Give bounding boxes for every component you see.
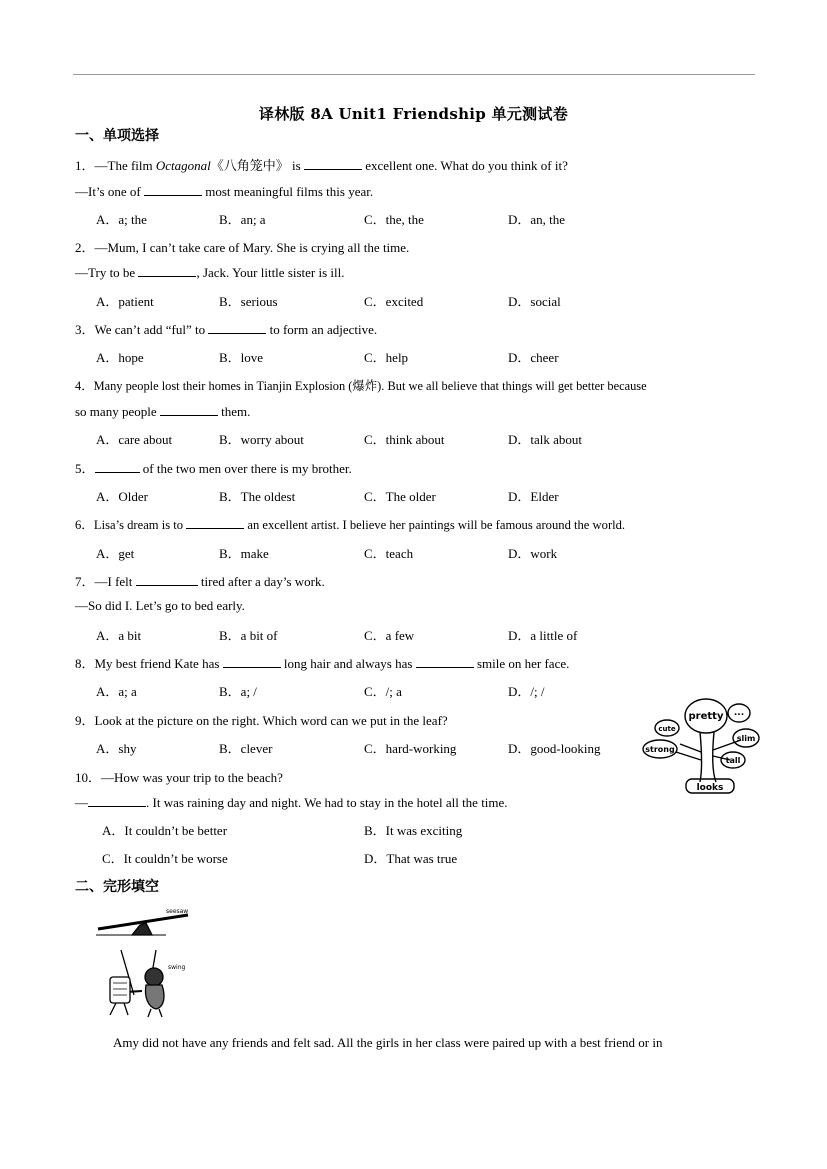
option-c[interactable]: C．think about: [364, 432, 445, 447]
illustration-label-seesaw: seesaw: [166, 908, 189, 915]
option-b[interactable]: B．It was exciting: [364, 823, 463, 838]
tree-word-ellipsis: ...: [733, 708, 745, 718]
option-d[interactable]: D．a little of: [508, 628, 578, 643]
option-a[interactable]: A．It couldn’t be better: [102, 823, 228, 838]
tree-word-cute: cute: [658, 725, 676, 733]
playground-illustration: [96, 905, 196, 1020]
option-a[interactable]: A．Older: [96, 489, 148, 504]
answer-blank[interactable]: [138, 264, 196, 277]
cloze-passage: Amy did not have any friends and felt sad. All the girls in her class were paired up with a best friend or in: [113, 1035, 663, 1050]
answer-blank[interactable]: [144, 183, 202, 196]
question-3-line-1: 3．We can’t add “ful” to to form an adjective.: [75, 322, 378, 337]
answer-blank[interactable]: [160, 403, 218, 416]
page-title: 译林版 8A Unit1 Friendship 单元测试卷: [258, 105, 569, 123]
option-d[interactable]: D．That was true: [364, 851, 458, 866]
option-a[interactable]: A．a; the: [96, 212, 147, 227]
question-5-line-1: 5． of the two men over there is my brother.: [75, 461, 352, 476]
illustration-label-swing: swing: [168, 964, 186, 971]
option-d[interactable]: D．social: [508, 294, 561, 309]
option-c[interactable]: C．the, the: [364, 212, 424, 227]
option-a[interactable]: A．a; a: [96, 684, 137, 699]
option-a[interactable]: A．care about: [96, 432, 173, 447]
answer-blank[interactable]: [95, 460, 140, 473]
option-b[interactable]: B．worry about: [219, 432, 304, 447]
option-d[interactable]: D．good-looking: [508, 741, 601, 756]
tree-word-slim: slim: [736, 734, 756, 743]
question-7-line-2: —So did I. Let’s go to bed early.: [75, 598, 245, 613]
question-2-line-1: 2．—Mum, I can’t take care of Mary. She is crying all the time.: [75, 240, 410, 255]
option-d[interactable]: D．work: [508, 546, 558, 561]
question-4-line-1: 4．Many people lost their homes in Tianjin Explosion (爆炸). But we all believe that things will get better because: [75, 379, 647, 393]
option-c[interactable]: C．a few: [364, 628, 415, 643]
option-d[interactable]: D．talk about: [508, 432, 583, 447]
option-c[interactable]: C．help: [364, 350, 409, 365]
option-d[interactable]: D．an, the: [508, 212, 566, 227]
option-c[interactable]: C．It couldn’t be worse: [102, 851, 228, 866]
option-a[interactable]: A．hope: [96, 350, 144, 365]
section-heading-cloze: 二、完形填空: [75, 879, 159, 895]
tree-word-tall: tall: [725, 756, 741, 765]
option-b[interactable]: B．serious: [219, 294, 278, 309]
option-a[interactable]: A．shy: [96, 741, 137, 756]
option-d[interactable]: D．cheer: [508, 350, 559, 365]
option-c[interactable]: C．The older: [364, 489, 436, 504]
question-4-line-2: so many people them.: [75, 404, 251, 419]
answer-blank[interactable]: [416, 655, 474, 668]
option-c[interactable]: C．excited: [364, 294, 424, 309]
tree-word-pretty: pretty: [688, 711, 724, 722]
word-tree-picture: [638, 694, 764, 796]
question-1-line-2: —It’s one of most meaningful films this year.: [75, 184, 374, 199]
question-1-line-1: 1．—The film Octagonal《八角笼中》 is excellent one. What do you think of it?: [75, 158, 568, 173]
question-6-line-1: 6．Lisa’s dream is to an excellent artist. I believe her paintings will be famous around the world.: [75, 518, 626, 532]
answer-blank[interactable]: [304, 157, 362, 170]
answer-blank[interactable]: [136, 573, 198, 586]
option-d[interactable]: D．Elder: [508, 489, 559, 504]
answer-blank[interactable]: [223, 655, 281, 668]
option-c[interactable]: C．/; a: [364, 684, 402, 699]
question-7-line-1: 7．—I felt tired after a day’s work.: [75, 574, 325, 589]
option-c[interactable]: C．hard-working: [364, 741, 457, 756]
answer-blank[interactable]: [88, 794, 146, 807]
option-b[interactable]: B．a bit of: [219, 628, 278, 643]
question-10-line-2: — . It was raining day and night. We had to stay in the hotel all the time.: [75, 795, 508, 810]
question-9-line-1: 9．Look at the picture on the right. Which word can we put in the leaf?: [75, 713, 448, 728]
question-8-line-1: 8．My best friend Kate has long hair and always has smile on her face.: [75, 656, 570, 671]
answer-blank[interactable]: [186, 516, 244, 529]
tree-word-strong: strong: [645, 745, 675, 754]
question-10-line-1: 10．—How was your trip to the beach?: [75, 770, 283, 785]
option-b[interactable]: B．The oldest: [219, 489, 296, 504]
option-b[interactable]: B．clever: [219, 741, 273, 756]
question-2-line-2: —Try to be , Jack. Your little sister is ill.: [75, 265, 345, 280]
option-b[interactable]: B．a; /: [219, 684, 257, 699]
tree-word-looks: looks: [696, 783, 724, 793]
section-heading-multiple-choice: 一、单项选择: [75, 128, 159, 144]
option-b[interactable]: B．love: [219, 350, 264, 365]
answer-blank[interactable]: [208, 321, 266, 334]
header-rule: [73, 74, 755, 75]
option-a[interactable]: A．get: [96, 546, 135, 561]
option-a[interactable]: A．patient: [96, 294, 154, 309]
option-b[interactable]: B．make: [219, 546, 269, 561]
option-d[interactable]: D．/; /: [508, 684, 545, 699]
option-a[interactable]: A．a bit: [96, 628, 142, 643]
option-b[interactable]: B．an; a: [219, 212, 266, 227]
option-c[interactable]: C．teach: [364, 546, 414, 561]
